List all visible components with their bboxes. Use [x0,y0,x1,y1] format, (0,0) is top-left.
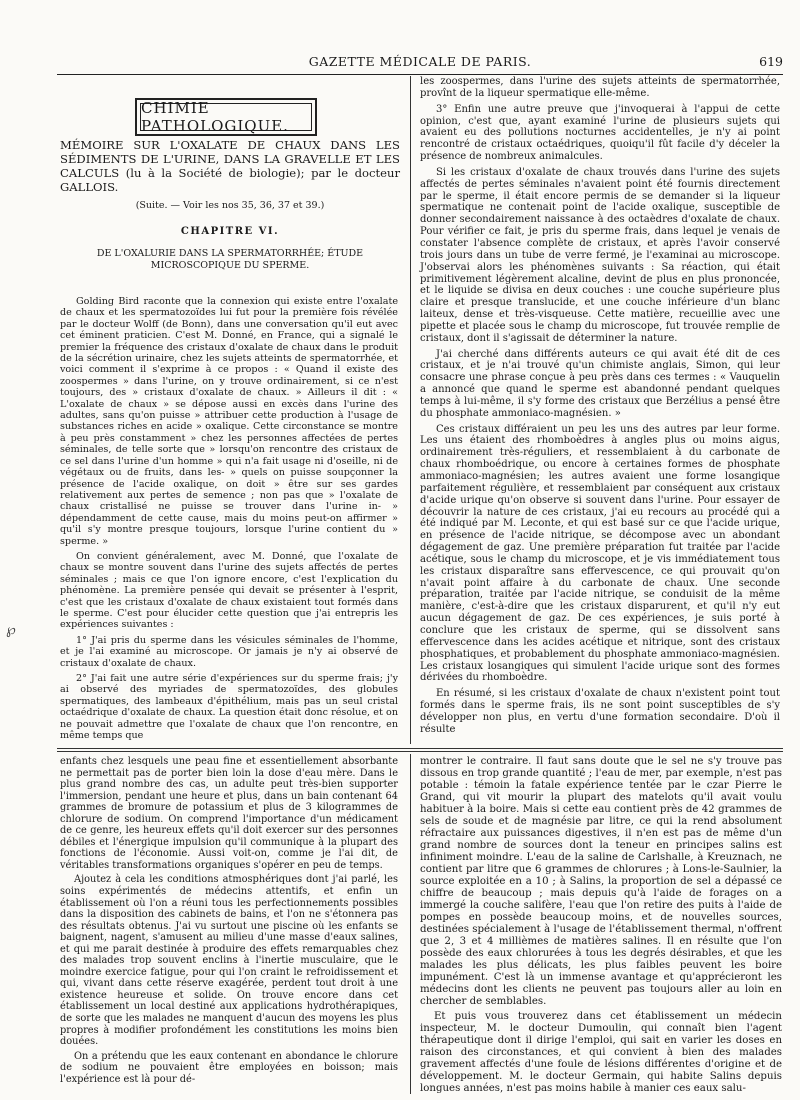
paragraph: Si les cristaux d'oxalate de chaux trouvés dans l'urine des sujets affectés de pertes séminales n'avaient point été fournis directement par le sperme, il était encore permis de se demander si la liqueur spermatique ne contenait point de l'acide oxalique, susceptible de donner secondairement naissance à des octaèdres d'oxalate de chaux. Pour vérifier ce fait, je pris du sperme frais, dans lequel je venais de constater l'absence complète de cristaux, et après l'avoir conservé trois jours dans un tube de verre fermé, je l'examinai au microscope. J'observai alors les phénomènes suivants : Sa réaction, qui était primitivement légèrement alcaline, devint de plus en plus prononcée, et le liquide se divisa en deux couches : une couche supérieure plus claire et presque translucide, et une couche inférieure d'un blanc laiteux, dense et très-visqueuse. Cette matière, recueillie avec une pipette et placée sous le champ du microscope, fut trouvée remplie de cristaux, dont il s'agissait de déterminer la nature. [420,166,780,344]
chapter-subtitle: DE L'OXALURIE DANS LA SPERMATORRHÉE; ÉTUDE MICROSCOPIQUE DU SPERME. [96,248,364,271]
feuilleton-divider [57,748,783,749]
article-title: MÉMOIRE SUR L'OXALATE DE CHAUX DANS LES SÉDIMENTS DE L'URINE, DANS LA GRAVELLE ET LES CALCULS (lu à la Société de biologie); par le docteur GALLOIS. [60,138,400,194]
footer-column-divider [410,754,411,1094]
page-number: 619 [759,54,783,69]
feuilleton-right-column [420,756,782,1095]
paragraph: J'ai cherché dans différents auteurs ce qui avait été dit de ces cristaux, et je n'ai trouvé qu'un chimiste anglais, Simon, qui leur consacre une phrase conçue à peu près dans ces termes : « Vauquelin a annoncé que quand le sperme est abandonné pendant quelques temps à lui-même, il s'y forme des cristaux que Berzélius a pensé être du phosphate ammoniaco-magnésien. » [420,348,780,419]
article-continuation-note: (Suite. — Voir les nos 35, 36, 37 et 39.) [135,200,325,211]
paragraph: 3° Enfin une autre preuve que j'invoquerai à l'appui de cette opinion, c'est que, ayant examiné l'urine de plusieurs sujets qui avaient eu des pollutions nocturnes accidentelles, je n'y ai point rencontré de cristaux octaédriques, quoiqu'il fût facile d'y déceler la présence de nombreux animalcules. [420,103,780,163]
paragraph: On convient généralement, avec M. Donné, que l'oxalate de chaux se montre souvent dans l'urine des sujets affectés de pertes séminales ; mais ce que l'on ignore encore, c'est l'explication du phénomène. La première pensée qui devait se présenter à l'esprit, c'est que les cristaux d'oxalate de chaux existaient tout formés dans le sperme. C'est pour élucider cette question que j'ai entrepris les expériences suivantes : [60,550,398,631]
paragraph: Et puis vous trouverez dans cet établissement un médecin inspecteur, M. le docteur Dumoulin, qui connaît bien l'agent thérapeutique dont il dirige l'emploi, qui sait en varier les doses en raison des circonstances, et qui convient à bien des malades gravement affectés d'une foule de lésions différentes d'origine et de développement. M. le docteur Germain, qui habite Salins depuis longues années, n'est pas moins habile à manier ces eaux salu- [420,1010,782,1094]
section-heading-box [135,98,317,136]
left-column-text [60,296,398,741]
paragraph: montrer le contraire. Il faut sans doute que le sel ne s'y trouve pas dissous en trop grande quantité ; l'eau de mer, par exemple, n'est pas potable : témoin la fatale expérience tentée par le czar Pierre le Grand, qui vit mourir la plupart des matelots qu'il avait voulu habituer à la boire. Mais si cette eau contient près de 42 grammes de sels de soude et de magnésie par litre, ce qui la rend absolument réfractaire aux puissances digestives, il n'en est pas de même d'un grand nombre de sources dont la teneur en principes salins est infiniment moindre. L'eau de la saline de Carlshalle, à Kreuznach, ne contient par litre que 6 grammes de chlorures ; à Lons-le-Saulnier, la source exploitée en a 10 ; à Salins, la proportion de sel a dépassé ce chiffre de beaucoup ; mais depuis qu'à l'aide de forages on a immergé la couche salifère, l'eau que l'on retire des puits à l'aide de pompes en possède beaucoup moins, et de nouvelles sources, destinées spécialement à l'usage de l'établissement thermal, n'offrent que 2, 3 et 4 millièmes de matières salines. Il en résulte que l'on possède des eaux chlorurées à tous les degrés désirables, et que les malades les plus délicats, les plus faibles peuvent les boire impunément. C'est là un immense avantage et qu'apprécieront les médecins dont les clients ne peuvent pas toujours aller au loin en chercher de semblables. [420,756,782,1007]
paragraph: On a prétendu que les eaux contenant en abondance le chlorure de sodium ne pouvaient être employées en boisson; mais l'expérience est là pour dé- [60,1050,398,1085]
feuilleton-left-column [60,756,398,1085]
paragraph: 2° J'ai fait une autre série d'expériences sur du sperme frais; j'y ai observé des myriades de spermatozoïdes, des globules spermatiques, des lambeaux d'épithélium, mais pas un seul cristal octaédrique d'oxalate de chaux. La question était donc résolue, et on ne pouvait admettre que l'oxalate de chaux que l'on rencontre, en même temps que [60,673,398,742]
paragraph: enfants chez lesquels une peau fine et essentiellement absorbante ne permettait pas de porter bien loin la dose d'eau mère. Dans le plus grand nombre des cas, un adulte peut très-bien supporter l'immersion, pendant une heure et plus, dans un bain contenant 64 grammes de bromure de potassium et plus de 3 kilogrammes de chlorure de sodium. On comprend l'importance d'un médicament de ce genre, les heureux effets qu'il doit exercer sur des personnes débiles et l'énergique impulsion qu'il communique à la plupart des fonctions de l'économie. Aussi voit-on, comme je l'ai dit, de véritables transformations organiques s'opérer en peu de temps. [60,756,398,871]
section-heading: CHIMIE PATHOLOGIQUE. [140,103,312,131]
margin-mark-icon: ℘ [6,622,16,638]
right-column-text [420,76,780,736]
paragraph: En résumé, si les cristaux d'oxalate de chaux n'existent point tout formés dans le sperme frais, ils ne sont point susceptibles de s'y développer non plus, en vertu d'une formation secondaire. D'où il résulte [420,688,780,735]
paragraph: 1° J'ai pris du sperme dans les vésicules séminales de l'homme, et je l'ai examiné au microscope. Or jamais je n'y ai observé de cristaux d'oxalate de chaux. [60,634,398,669]
paragraph: Ces cristaux différaient un peu les uns des autres par leur forme. Les uns étaient des rhomboèdres à angles plus ou moins aigus, ordinairement très-réguliers, et ressemblaient à du carbonate de chaux rhomboédrique, ou encore à certaines formes de phosphate ammoniaco-magnésien; les autres avaient une forme losangique parfaitement régulière, et ressemblaient par conséquent aux cristaux d'acide urique qu'on observe si souvent dans l'urine. Pour essayer de découvrir la nature de ces cristaux, j'ai eu recours au procédé qui a été indiqué par M. Leconte, et qui est basé sur ce que l'acide urique, en présence de l'acide nitrique, se décompose avec un abondant dégagement de gaz. Une première préparation fut traitée par l'acide acétique, sous le champ du microscope, et je vis immédiatement tous les cristaux disparaître sans effervescence, ce qui prouvait qu'on n'avait point affaire à du carbonate de chaux. Une seconde préparation, traitée par l'acide nitrique, se conduisit de la même manière, c'est-à-dire que les cristaux disparurent, et qu'il n'y eut aucun dégagement de gaz. De ces expériences, je suis porté à conclure que les cristaux de sperme, qui se dissolvent sans effervescence dans les acides acétique et nitrique, sont des cristaux phosphatiques, et probablement du phosphate ammoniaco-magnésien. Les cristaux losangiques qui simulent l'acide urique sont des formes dérivées du rhomboèdre. [420,423,780,684]
paragraph: les zoospermes, dans l'urine des sujets atteints de spermatorrhée, provînt de la liqueur spermatique elle-même. [420,76,780,99]
page-header [57,54,783,75]
paragraph: Golding Bird raconte que la connexion qui existe entre l'oxalate de chaux et les spermatozoïdes lui fut pour la première fois révélée par le docteur Wolff (de Bonn), dans une conversation qu'il eut avec cet éminent praticien. C'est M. Donné, en France, qui a signalé le premier la fréquence des cristaux d'oxalate de chaux dans le produit de la sécrétion urinaire, chez les sujets atteints de spermatorrhée, et voici comment il s'exprime à ce propos : « Quand il existe des zoospermes » dans l'urine, on y trouve ordinairement, si ce n'est toujours, des » cristaux d'oxalate de chaux. » Ailleurs il dit : « L'oxalate de chaux » se dépose aussi en excès dans l'urine des adultes, sans qu'on puisse » attribuer cette production à l'usage de substances riches en acide » oxalique. Cette circonstance se montre à peu près constamment » chez les personnes affectées de pertes séminales, de telle sorte que » lorsqu'on rencontre des cristaux de ce sel dans l'urine d'un homme » qui n'a fait usage ni d'oseille, ni de végétaux ou de fruits, dans les- » quels on puisse soupçonner la présence de l'acide oxalique, on doit » être sur ses gardes relativement aux pertes de semence ; non pas que » l'oxalate de chaux cristallisé ne puisse se trouver dans l'urine in- » dépendamment de cette cause, mais du moins peut-on affirmer » qu'il s'y montre presque toujours, lorsque l'urine contient du » sperme. » [60,296,398,547]
column-divider [410,76,411,744]
paragraph: Ajoutez à cela les conditions atmosphériques dont j'ai parlé, les soins expérimentés de médecins attentifs, et enfin un établissement où l'on a réuni tous les perfectionnements possibles dans la disposition des cabinets de bains, et l'on ne s'étonnera pas des résultats obtenus. J'ai vu surtout une piscine où les enfants se baignent, nagent, s'amusent au milieu d'une masse d'eaux salines, et qui me parait destinée à produire des effets remarquables chez des malades trop souvent enclins à l'inertie musculaire, que le moindre exercice fatigue, pour qui l'on craint le refroidissement et qui, vivant dans cette réserve exagérée, perdent tout droit à une existence heureuse et solide. On trouve encore dans cet établissement un local destiné aux applications hydrothérapiques, de sorte que les malades ne manquent d'aucun des moyens les plus propres à modifier profondément les constitutions les moins bien douées. [60,874,398,1048]
chapter-heading: CHAPITRE VI. [180,226,280,237]
feuilleton-divider-secondary [57,751,783,752]
journal-title: GAZETTE MÉDICALE DE PARIS. [308,54,532,69]
